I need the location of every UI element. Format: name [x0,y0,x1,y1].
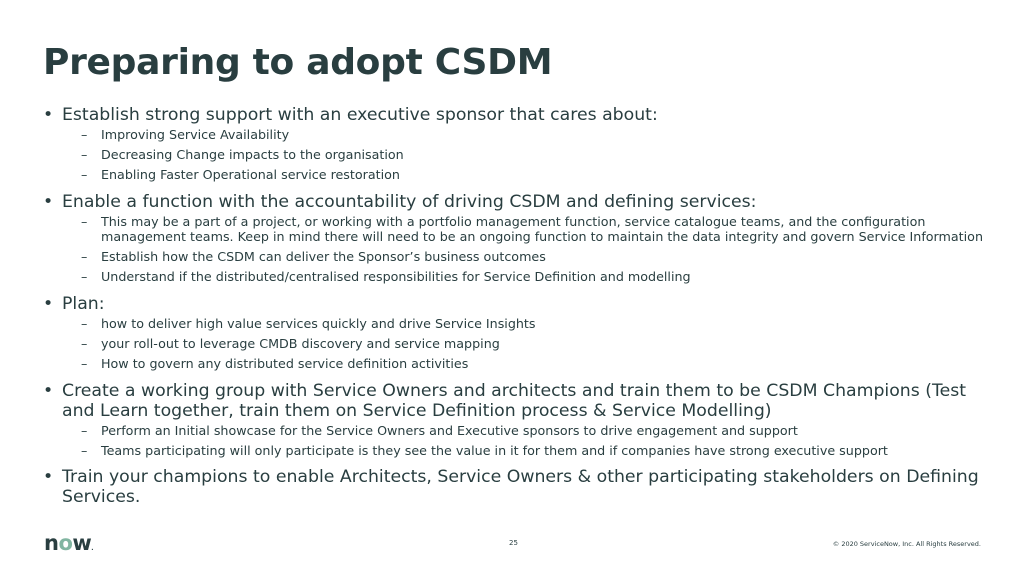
bullet-text: Train your champions to enable Architects, Service Owners & other participating stakeholders on Defining Services. [62,467,979,508]
dash-glyph: – [81,248,88,264]
sub-item [62,424,993,439]
dash-glyph: – [81,355,88,371]
slide-title: Preparing to adopt CSDM [43,42,553,83]
sub-item [62,444,993,459]
sub-item [62,215,993,244]
sub-item [62,168,993,183]
sub-item [62,270,993,285]
sub-text: your roll-out to leverage CMDB discovery and service mapping [101,335,500,351]
sub-text: Improving Service Availability [101,127,290,142]
sub-text: How to govern any distributed service definition activities [101,355,469,371]
sub-item [62,337,993,352]
sub-list [62,424,993,459]
bullet-item [43,381,993,459]
dash-glyph: – [81,335,88,351]
sub-text: Understand if the distributed/centralised responsibilities for Service Definition and modelling [101,268,691,284]
sub-text: how to deliver high value services quickly and drive Service Insights [101,315,536,331]
dash-glyph: – [81,167,88,183]
bullet-item [43,192,993,285]
sub-item [62,128,993,143]
dash-glyph: – [81,268,88,284]
bullet-text: Create a working group with Service Owners and architects and train them to be CSDM Champions (Test and Learn together, train them on Service Definition process & Service Modelling) [62,380,967,421]
sub-text: Establish how the CSDM can deliver the Sponsor’s business outcomes [101,248,546,264]
logo-letter-w: w [72,531,92,555]
dash-glyph: – [81,422,88,438]
bullet-glyph: • [43,293,54,314]
bullet-text: Plan: [62,293,105,314]
sub-item [62,250,993,265]
logo-letter-n: n [44,531,59,555]
dash-glyph: – [81,315,88,331]
sub-item [62,317,993,332]
sub-list [62,128,993,183]
logo-dot: . [91,545,94,552]
bullet-item [43,467,993,507]
page-number: 25 [509,539,518,547]
bullet-glyph: • [43,191,54,212]
bullet-glyph: • [43,380,54,401]
sub-list [62,317,993,372]
bullet-item [43,105,993,183]
bullet-list [43,103,993,507]
bullet-glyph: • [43,467,54,488]
bullet-item [43,294,993,372]
dash-glyph: – [81,442,88,458]
logo-letter-o: o [58,531,73,555]
bullet-glyph: • [43,105,54,125]
sub-text: Decreasing Change impacts to the organisation [101,147,404,163]
sub-item [62,148,993,163]
bullet-text: Establish strong support with an executive sponsor that cares about: [62,105,658,125]
copyright-notice: © 2020 ServiceNow, Inc. All Rights Reserved. [832,540,981,548]
sub-text: Perform an Initial showcase for the Service Owners and Executive sponsors to drive engagement and support [101,422,798,438]
sub-text: This may be a part of a project, or working with a portfolio management function, service catalogue teams, and the configuration management teams. Keep in mind there will need to be an ongoing function to maintain the data integrity and govern Service Information [101,213,983,244]
servicenow-logo [44,531,94,555]
dash-glyph: – [81,147,88,163]
sub-item [62,357,993,372]
dash-glyph: – [81,127,88,142]
sub-list [62,215,993,285]
dash-glyph: – [81,213,88,229]
bullet-text: Enable a function with the accountability of driving CSDM and defining services: [62,191,757,212]
sub-text: Teams participating will only participate is they see the value in it for them and if companies have strong executive support [101,442,888,458]
sub-text: Enabling Faster Operational service restoration [101,167,400,183]
